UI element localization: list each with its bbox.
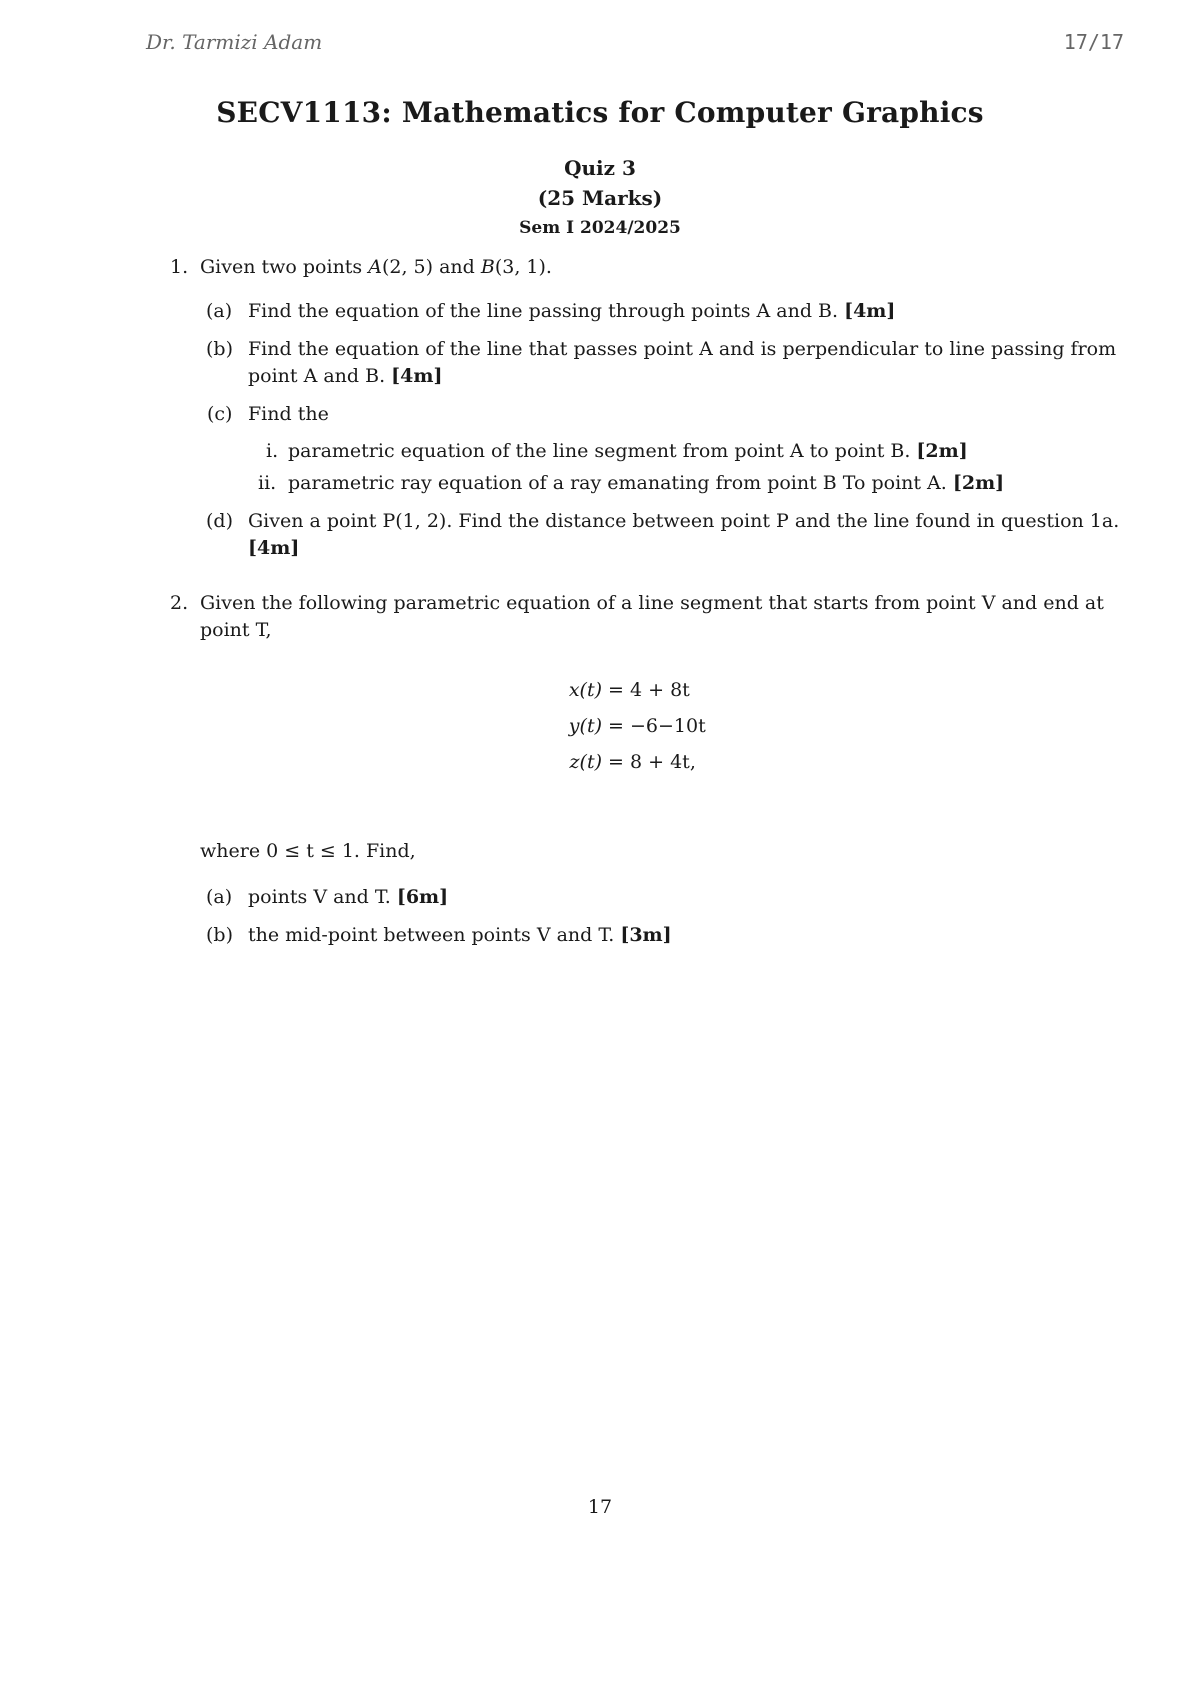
footer-page-number: 17 — [587, 1496, 613, 1518]
q2-line1: Given the following parametric equation of a line segment that starts from point V and end at — [200, 592, 1104, 614]
q2b-label: (b) — [206, 924, 233, 946]
q1-coord-a: (2, 5) — [381, 256, 434, 278]
q1d-line1: Given a point P(1, 2). Find the distance between point P and the line found in question 1a. — [248, 510, 1120, 532]
quiz-label: Quiz 3 — [564, 156, 636, 180]
q2-where: where 0 ≤ t ≤ 1. Find, — [200, 840, 416, 862]
eq-y-rhs: = −6−10t — [608, 715, 706, 737]
q1b-body: point A and B. — [248, 365, 386, 387]
q1-stem — [200, 254, 552, 281]
q2b-body: the mid-point between points V and T. — [248, 924, 615, 946]
q2-line2: point T, — [200, 619, 272, 641]
q1a-label: (a) — [206, 300, 233, 322]
q2a-body: points V and T. — [248, 886, 391, 908]
q1-point-a: A — [368, 256, 382, 278]
q1b-label: (b) — [206, 338, 233, 360]
total-marks: (25 Marks) — [537, 186, 663, 210]
q1-and: and — [433, 256, 481, 278]
q1b-marks: [4m] — [391, 365, 443, 387]
q1d-label: (d) — [206, 510, 233, 532]
q2-equation-z — [552, 744, 696, 780]
q1c-ii-label: ii. — [258, 472, 277, 494]
q1a-marks: [4m] — [844, 300, 896, 322]
q1c-i-body: parametric equation of the line segment from point A to point B. — [288, 440, 911, 462]
document-title: SECV1113: Mathematics for Computer Graphics — [216, 96, 984, 129]
q1-coord-b: (3, 1). — [494, 256, 552, 278]
q1c-i-text — [288, 438, 968, 465]
q2a-text — [248, 884, 448, 911]
semester-label: Sem I 2024/2025 — [519, 218, 681, 238]
q1c-i-label: i. — [266, 440, 279, 462]
q1c-i-marks: [2m] — [916, 440, 968, 462]
q1c-label: (c) — [207, 403, 233, 425]
q1c-text: Find the — [248, 403, 329, 425]
q2a-marks: [6m] — [396, 886, 449, 908]
eq-z-lhs: z(t) — [569, 751, 602, 773]
q1a-text — [248, 298, 895, 325]
q1-stem-pre: Given two points — [200, 256, 369, 278]
q1b-line1: Find the equation of the line that passes point A and is perpendicular to line passing from — [248, 338, 1117, 360]
q2b-marks: [3m] — [620, 924, 672, 946]
q2-equation-y — [552, 708, 706, 744]
q1a-body: Find the equation of the line passing through points A and B. — [248, 300, 839, 322]
eq-y-lhs: y(t) — [568, 715, 602, 737]
q1c-ii-text — [288, 470, 1004, 497]
header-page-number: 17/17 — [1063, 30, 1124, 54]
q1-point-b: B — [480, 256, 495, 278]
q1c-ii-body: parametric ray equation of a ray emanating from point B To point A. — [288, 472, 947, 494]
q1-number: 1. — [170, 256, 189, 278]
q1c-ii-marks: [2m] — [952, 472, 1005, 494]
q2a-label: (a) — [206, 886, 233, 908]
q2-equation-x — [552, 672, 690, 708]
q1d-marks: [4m] — [248, 537, 300, 559]
eq-z-rhs: = 8 + 4t, — [608, 751, 696, 773]
eq-x-rhs: = 4 + 8t — [608, 679, 690, 701]
header-author: Dr. Tarmizi Adam — [146, 30, 323, 54]
q2-number: 2. — [170, 592, 189, 614]
q2b-text — [248, 922, 672, 949]
eq-x-lhs: x(t) — [568, 679, 602, 701]
q1b-line2 — [248, 363, 442, 390]
